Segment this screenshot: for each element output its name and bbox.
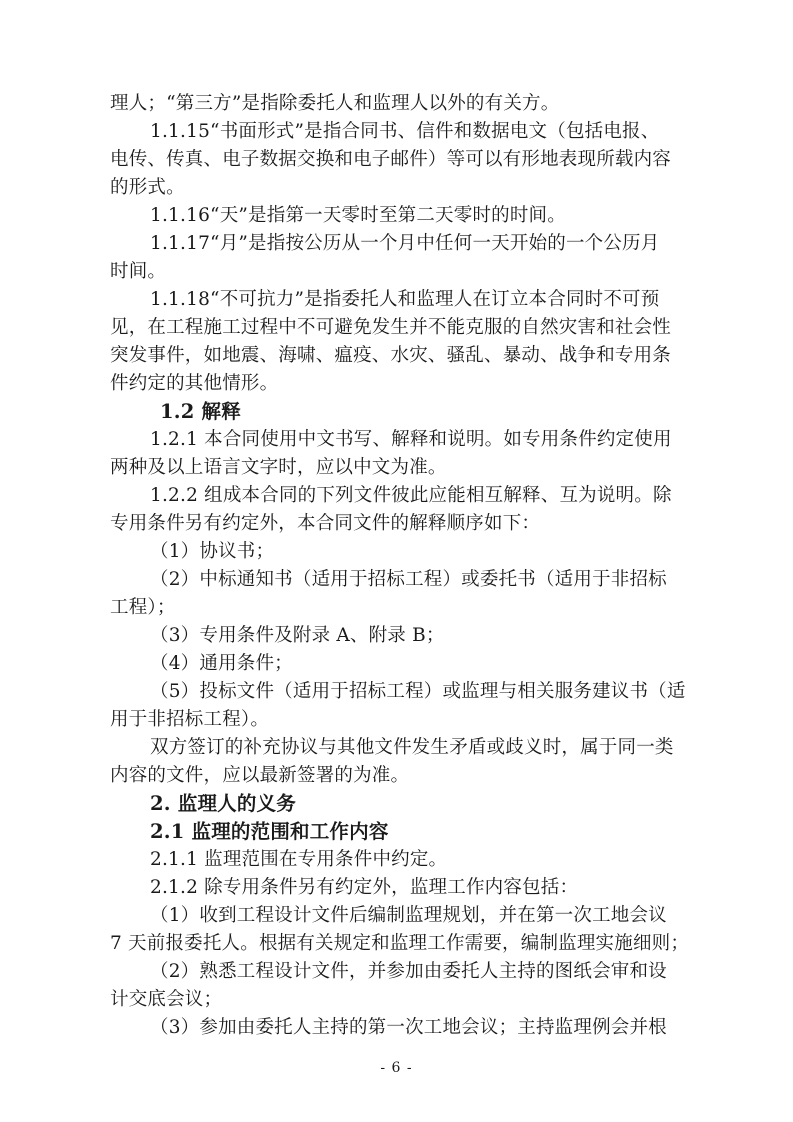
text-line: 1.2.1 本合同使用中文书写、解释和说明。如专用条件约定使用: [150, 429, 672, 450]
text-line: 内容的文件，应以最新签署的为准。: [110, 765, 410, 786]
text-line: 电传、传真、电子数据交换和电子邮件）等可以有形地表现所载内容: [110, 149, 672, 170]
text-line: 双方签订的补充协议与其他文件发生矛盾或歧义时，属于同一类: [150, 737, 674, 758]
text-line: 见，在工程施工过程中不可避免发生并不能克服的自然灾害和社会性: [110, 317, 672, 338]
text-line: 1.2.2 组成本合同的下列文件彼此应能相互解释、互为说明。除: [150, 485, 672, 506]
list-item: （1）协议书；: [150, 541, 275, 562]
text-line: 理人；“第三方”是指除委托人和监理人以外的有关方。: [110, 93, 560, 114]
text-line: 2.1.1 监理范围在专用条件中约定。: [150, 849, 448, 870]
text-line: 1.1.15“书面形式”是指合同书、信件和数据电文（包括电报、: [150, 121, 660, 142]
text-line: 工程）；: [110, 597, 176, 618]
text-line: 1.1.18“不可抗力”是指委托人和监理人在订立本合同时不可预: [150, 289, 660, 310]
text-line: 的形式。: [110, 177, 185, 198]
text-line: 计交底会议；: [110, 989, 223, 1010]
text-line: 1.1.16“天”是指第一天零时至第二天零时的时间。: [150, 205, 566, 226]
list-item: （2）中标通知书（适用于招标工程）或委托书（适用于非招标: [150, 569, 667, 590]
list-item: （2）熟悉工程设计文件，并参加由委托人主持的图纸会审和设: [150, 961, 667, 982]
chapter-heading: 2. 监理人的义务: [150, 792, 296, 815]
list-item: （3）参加由委托人主持的第一次工地会议；主持监理例会并根: [150, 1017, 667, 1038]
list-item: （5）投标文件（适用于招标工程）或监理与相关服务建议书（适: [150, 681, 686, 702]
text-line: 两种及以上语言文字时，应以中文为准。: [110, 457, 447, 478]
list-item: （3）专用条件及附录 A、附录 B；: [150, 625, 445, 646]
text-line: 用于非招标工程）。: [110, 709, 270, 730]
section-heading: 1.2 解释: [160, 400, 241, 423]
text-line: 专用条件另有约定外，本合同文件的解释顺序如下：: [110, 513, 541, 534]
text-line: 7 天前报委托人。根据有关规定和监理工作需要，编制监理实施细则；: [110, 933, 690, 954]
text-line: 2.1.2 除专用条件另有约定外，监理工作内容包括：: [150, 877, 579, 898]
text-line: 突发事件，如地震、海啸、瘟疫、水灾、骚乱、暴动、战争和专用条: [110, 345, 672, 366]
text-line: 时间。: [110, 261, 167, 282]
list-item: （1）收到工程设计文件后编制监理规划，并在第一次工地会议: [150, 905, 667, 926]
text-line: 件约定的其他情形。: [110, 373, 279, 394]
list-item: （4）通用条件；: [150, 653, 293, 674]
text-line: 1.1.17“月”是指按公历从一个月中任何一天开始的一个公历月: [150, 233, 660, 254]
section-heading: 2.1 监理的范围和工作内容: [150, 820, 389, 843]
page-number: - 6 -: [380, 1060, 413, 1076]
